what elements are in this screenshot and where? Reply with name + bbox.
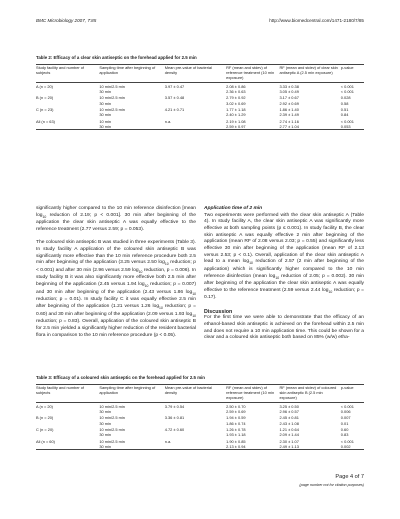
column-header: Mean pre-value of bacterial density	[165, 385, 226, 403]
table-cell	[165, 444, 226, 450]
table-cell: 10 min/2.5 min	[99, 438, 125, 444]
table-cell: 0.007	[340, 415, 351, 421]
table-cell: B (n = 20)	[36, 415, 54, 421]
table-cell: 1.77 ± 1.18	[226, 107, 246, 113]
table-cell	[36, 124, 99, 130]
table-cell: 3.17 ± 0.67	[279, 95, 299, 101]
table-cell: 1.86 ± 1.40	[279, 107, 299, 113]
right-paragraph-1: Two experiments were performed with the clear skin antiseptic A (Table 4). In study facility A, the clear skin antiseptic A was significantly more effective at both sampling points (p ≤ 0.001). In study facility B, the clear skin antiseptic A was equally effective 2 min after beginning of the application (mean RF of 2.08 versus 2.03; p = 0.55) and significantly less effective 30 min after beginning of the application (mean RF of 2.13 versus 2.53; p < 0.1). Overall, application of the clear skin antiseptic A lead to a mean $\log_{10}$ reduction of 2.57 (2 min after beginning of the application) which is significantly higher compared to the 10 min reference disinfection (mean $\log_{10}$ reduction of 2.05; p = 0.002). 30 min after beginning of the application the clear skin antiseptic A was equally effective to the reference treatment (2.59 versus 2.44 $\log_{10}$ reduction; p = 0.17).	[204, 212, 364, 301]
page-number: Page 4 of 7	[335, 474, 364, 480]
table-cell: 0.51	[340, 107, 349, 113]
right-column	[204, 206, 364, 349]
table-cell: 3.25 ± 0.50	[279, 403, 299, 409]
column-header: Sampling time after beginning of application	[99, 65, 164, 83]
table-cell: 2.36 ± 0.63	[226, 89, 246, 95]
table-cell: 10 min/2.5 min	[99, 83, 125, 89]
table-cell: C (n = 23)	[36, 107, 54, 113]
table-cell: All (n = 63)	[36, 118, 55, 124]
table3	[36, 384, 364, 450]
table-cell	[36, 444, 99, 450]
table-cell: 0.006	[340, 409, 351, 415]
table-cell: B (n = 20)	[36, 95, 54, 101]
table-cell: 2.92 ± 0.69	[279, 100, 299, 106]
table2-caption: Table 2: Efficacy of a clear skin antiseptic on the forehead applied for 2.5 min	[36, 55, 197, 60]
table-cell: 0.83	[340, 432, 349, 438]
table-cell: 2.59 ± 0.97	[226, 124, 279, 130]
column-header: Sampling time after beginning of application	[99, 385, 164, 403]
table-cell: 3.33 ± 0.38	[279, 83, 299, 89]
table-cell: 0.84	[340, 112, 349, 118]
table-cell: 0.60	[340, 427, 349, 433]
table-cell: All (n = 60)	[36, 438, 55, 444]
right-paragraph-2: For the first time we were able to demonstrate that the efficacy of an ethanol-based skin antiseptic is achieved on the forehead within 2.5 min and does not require a 10 min application time. This could be shown for a clear and a coloured skin antiseptic both based on 85% (w/w) etha-	[204, 315, 364, 341]
table-cell: A (n = 20)	[36, 83, 53, 89]
table-cell: 2.79 ± 0.92	[226, 95, 246, 101]
table2	[36, 64, 364, 130]
table-cell: 1.94 ± 0.59	[226, 415, 246, 421]
left-paragraph-2: The coloured skin antiseptic B was studied in three experiments (Table 3). In study facility A application of the coloured skin antiseptic B was significantly more effective than the 10 min reference procedure both 2.5 min after beginning of the application (3.25 versus 2.50 $\log_{10}$ reduction; p < 0.001) and after 30 min (2.96 versus 2.59 $\log_{10}$ reduction, p = 0.006). In study facility B it was also significantly more effective both 2.5 min after beginning of the application (2.45 versus 1.94 $\log_{10}$ reduction; p = 0.007) and 30 min after beginning of the application (2.43 versus 1.86 $\log_{10}$ reduction; p = 0.01). In study facility C it was equally effective 2.5 min after beginning of the application (1.21 versus 1.26 $\log_{10}$ reduction; p = 0.60) and 30 min after beginning of the application (2.09 versus 1.93 $\log_{10}$ reduction; p = 0.83). Overall, application of the coloured skin antiseptic B for 2.5 min yielded a significantly higher reduction of the resident bacterial flora in comparison to the 10 min reference procedure (p < 0.05).	[36, 240, 197, 338]
table-cell: 30 min	[99, 444, 164, 450]
table-row	[36, 444, 364, 450]
table-cell: 1.86 ± 0.74	[226, 420, 246, 426]
table3-caption: Table 3: Efficacy of a coloured skin antiseptic on the forehead applied for 2.5 min	[36, 375, 205, 380]
table-cell: 2.30 ± 1.07	[279, 438, 299, 444]
column-header: p-value	[341, 65, 364, 83]
table-cell: 30 min	[99, 112, 112, 118]
table-cell: 10 min/2.5 min	[99, 107, 125, 113]
table-cell: 2.09 ± 1.44	[279, 432, 299, 438]
table-cell: 1.26 ± 0.78	[226, 427, 246, 433]
left-column	[36, 206, 196, 346]
table-header-row	[36, 385, 364, 403]
table-cell: 1.93 ± 1.18	[226, 432, 246, 438]
column-header: RF (mean and stdev) of reference treatment (10 min exposure)	[226, 65, 279, 83]
column-header: RF (mean and stdev) of clear skin antiseptic A (2.5 min exposure)	[279, 65, 340, 83]
table-cell: 10 min/2.5 min	[99, 95, 125, 101]
table-row	[36, 402, 364, 409]
table-cell: 2.77 ± 1.04	[279, 124, 340, 130]
table-cell: 2.74 ± 1.16	[279, 118, 299, 124]
column-header: Mean pre-value of bacterial density	[165, 65, 226, 83]
table-cell: 2.19 ± 1.08	[226, 118, 246, 124]
table-cell: 0.028	[340, 95, 351, 101]
table-cell: 1.90 ± 0.85	[226, 438, 246, 444]
table-header-row	[36, 65, 364, 83]
table-cell: 2.50 ± 0.70	[226, 403, 246, 409]
table-cell	[165, 124, 226, 130]
table-cell: < 0.001	[340, 438, 354, 444]
table-cell: 10 min/2.5 min	[99, 403, 125, 409]
table-cell: 10 min/2.5 min	[99, 427, 125, 433]
column-header: Study facility and number of subjects	[36, 385, 99, 403]
table-cell: 30 min	[99, 409, 112, 415]
section-heading-discussion: Discussion	[204, 308, 233, 315]
table-cell: n.a.	[164, 438, 172, 444]
table-cell: 3.02 ± 0.69	[226, 100, 246, 106]
table-cell: n.a.	[164, 118, 172, 124]
table-cell: 30 min	[99, 100, 112, 106]
subsection-heading: Application time of 2 min	[204, 206, 263, 211]
table-cell: < 0.001	[340, 89, 354, 95]
table-row	[36, 124, 364, 130]
table-cell: 2.43 ± 1.08	[279, 420, 299, 426]
table-cell: 0.58	[340, 100, 349, 106]
table-cell: < 0.001	[340, 118, 354, 124]
journal-citation: BMC Microbiology 2007, 7:85	[36, 18, 97, 23]
table-cell: 2.08 ± 0.86	[226, 83, 246, 89]
table-cell: 3.97 ± 0.47	[164, 83, 185, 89]
table-cell: 3.36 ± 0.81	[164, 415, 185, 421]
table-cell: C (n = 20)	[36, 427, 54, 433]
table-cell: 3.57 ± 0.48	[164, 95, 185, 101]
table-cell: A (n = 20)	[36, 403, 53, 409]
table-cell: 2.40 ± 1.29	[226, 112, 246, 118]
table-cell: 2.45 ± 0.81	[279, 415, 299, 421]
table-cell: 2.39 ± 1.49	[279, 112, 299, 118]
table-cell: 4.72 ± 0.60	[164, 427, 185, 433]
table-cell: 4.21 ± 0.71	[164, 107, 185, 113]
table-cell: 30 min	[99, 432, 112, 438]
table-cell: 0.002	[341, 444, 364, 450]
table-cell: 30 min	[99, 124, 164, 130]
table-cell: 30 min	[99, 420, 112, 426]
table-cell: 10 min/2.5 min	[99, 415, 125, 421]
table-cell: 1.21 ± 0.64	[279, 427, 299, 433]
left-paragraph-1: significantly higher compared to the 10 min reference disinfection [mean $\log_{10}$ reduction of 2.19; p < 0.001]. 30 min after beginning of the application the clear skin antiseptic A was equally effective to the reference treatment (2.77 versus 2.59; p = 0.053).	[36, 206, 196, 232]
column-header: RF (mean and stdev) of coloured skin antiseptic B (2.5 min exposure)	[279, 385, 340, 403]
table-cell: 2.13 ± 0.94	[226, 444, 279, 450]
table-cell: 0.053	[341, 124, 364, 130]
table-cell: 10 min	[99, 118, 112, 124]
table-cell: 3.79 ± 0.54	[164, 403, 185, 409]
table-cell: 2.96 ± 0.57	[279, 409, 299, 415]
table-cell: < 0.001	[340, 83, 354, 89]
table-cell: 3.05 ± 0.49	[279, 89, 299, 95]
table-cell: 2.49 ± 1.13	[279, 444, 340, 450]
table-cell: < 0.001	[340, 403, 354, 409]
table-row	[36, 82, 364, 89]
column-header: Study facility and number of subjects	[36, 65, 99, 83]
journal-url[interactable]: http://www.biomedcentral.com/1471-2180/7/85	[269, 18, 364, 23]
table-cell: 30 min	[99, 89, 112, 95]
citation-note: (page number not for citation purposes)	[299, 483, 364, 487]
table-cell: 0.01	[340, 420, 349, 426]
column-header: RF (mean and stdev) of reference treatment (10 min exposure)	[226, 385, 279, 403]
column-header: p-value	[341, 385, 364, 403]
table-cell: 2.59 ± 0.69	[226, 409, 246, 415]
